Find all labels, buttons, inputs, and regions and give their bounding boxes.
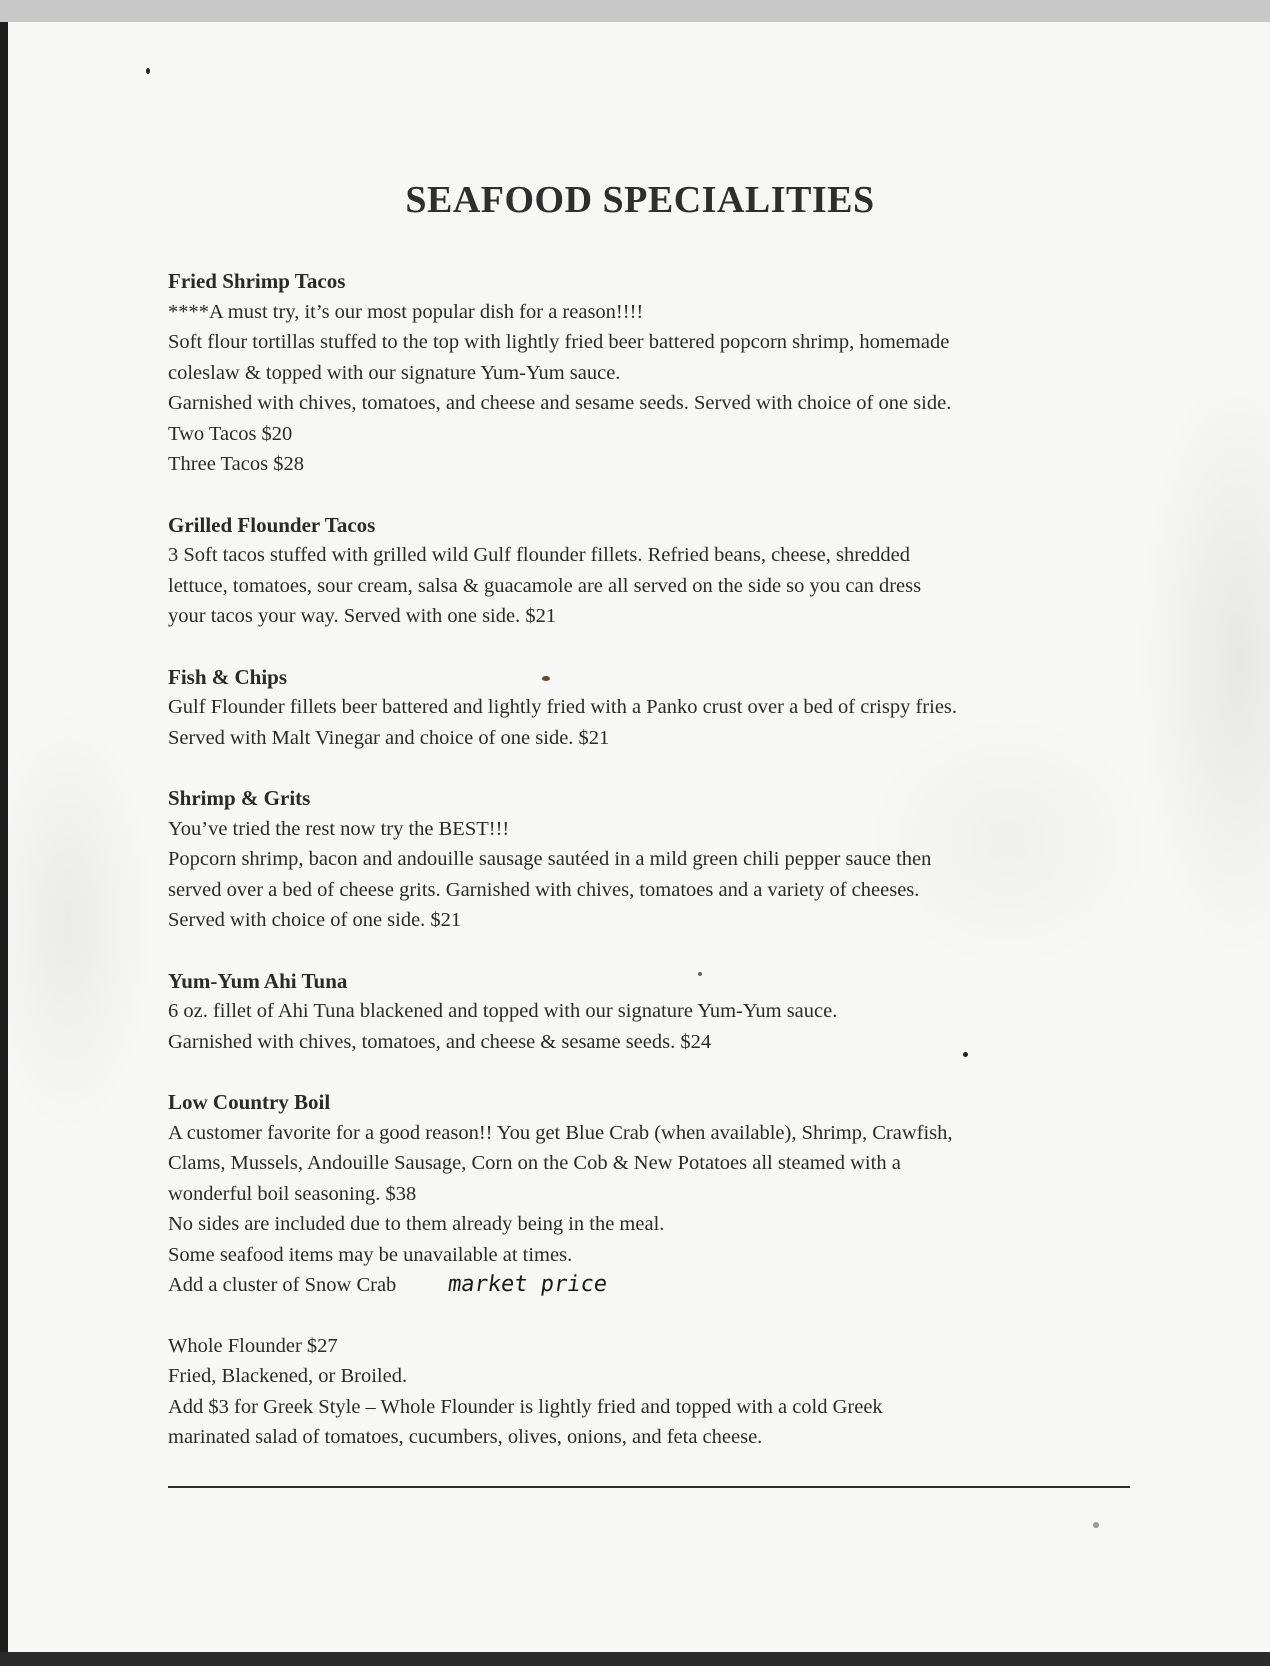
handwritten-note: market price xyxy=(446,1272,610,1297)
dust-speck xyxy=(1093,1522,1099,1528)
menu-item-low-country-boil xyxy=(168,1087,1138,1301)
item-text-line: coleslaw & topped with our signature Yum-Yum sauce. xyxy=(168,361,621,384)
item-price-line: Two Tacos $20 xyxy=(168,422,293,445)
dust-speck xyxy=(146,68,150,74)
item-text-line: You’ve tried the rest now try the BEST!!! xyxy=(168,817,510,840)
menu-item-yum-yum-ahi-tuna xyxy=(168,966,1138,1058)
item-heading: Low Country Boil xyxy=(168,1090,331,1114)
item-text-line: Garnished with chives, tomatoes, and cheese & sesame seeds. $24 xyxy=(168,1030,712,1053)
item-text-line: wonderful boil seasoning. $38 xyxy=(168,1182,417,1205)
menu-item-grilled-flounder-tacos xyxy=(168,510,1138,632)
item-text-line: Popcorn shrimp, bacon and andouille sausage sautéed in a mild green chili pepper sauce then xyxy=(168,848,932,870)
menu-item-fish-and-chips xyxy=(168,662,1138,754)
item-price-line: Whole Flounder $27 xyxy=(168,1334,338,1357)
item-text-line: Served with Malt Vinegar and choice of one side. $21 xyxy=(168,726,610,749)
scan-bottom-edge xyxy=(0,1652,1270,1666)
item-text-line: Served with choice of one side. $21 xyxy=(168,909,462,931)
item-heading: Shrimp & Grits xyxy=(168,786,311,810)
menu-item-shrimp-and-grits xyxy=(168,783,1138,936)
item-text-line: Fried, Blackened, or Broiled. xyxy=(168,1365,408,1387)
item-text-line: A customer favorite for a good reason!! You get Blue Crab (when available), Shrimp, Crawfish, xyxy=(168,1121,953,1144)
item-heading: Grilled Flounder Tacos xyxy=(168,512,376,537)
item-text-line: Garnished with chives, tomatoes, and cheese and sesame seeds. Served with choice of one side. xyxy=(168,392,952,414)
item-text-line: served over a bed of cheese grits. Garnished with chives, tomatoes and a variety of cheeses. xyxy=(168,878,920,901)
item-text-line: 3 Soft tacos stuffed with grilled wild Gulf flounder fillets. Refried beans, cheese, shredded xyxy=(168,544,910,566)
item-text-line: marinated salad of tomatoes, cucumbers, olives, onions, and feta cheese. xyxy=(168,1426,763,1448)
menu-item-fried-shrimp-tacos xyxy=(168,266,1138,480)
divider-line xyxy=(168,1486,1130,1488)
addon-line xyxy=(168,1270,1138,1301)
item-text-line: Add $3 for Greek Style – Whole Flounder is lightly fried and topped with a cold Greek xyxy=(168,1395,883,1418)
item-text-line: 6 oz. fillet of Ahi Tuna blackened and topped with our signature Yum-Yum sauce. xyxy=(168,1000,838,1022)
item-heading: Yum-Yum Ahi Tuna xyxy=(168,968,348,993)
item-price-line: Three Tacos $28 xyxy=(168,453,304,475)
item-heading: Fried Shrimp Tacos xyxy=(168,269,346,293)
item-text-line: your tacos your way. Served with one side. $21 xyxy=(168,605,557,627)
menu-content xyxy=(168,266,1138,1483)
item-text-line: Clams, Mussels, Andouille Sausage, Corn on the Cob & New Potatoes all steamed with a xyxy=(168,1152,901,1174)
item-text-line: Some seafood items may be unavailable at times. xyxy=(168,1243,573,1266)
item-text-line: No sides are included due to them already being in the meal. xyxy=(168,1213,665,1235)
item-text-line: ****A must try, it’s our most popular dish for a reason!!!! xyxy=(168,300,644,323)
item-text-line: Soft flour tortillas stuffed to the top with lightly fried beer battered popcorn shrimp, homemade xyxy=(168,331,950,353)
menu-item-whole-flounder xyxy=(168,1331,1138,1453)
item-heading: Fish & Chips xyxy=(168,664,288,689)
item-text-line: Gulf Flounder fillets beer battered and lightly fried with a Panko crust over a bed of crispy fries. xyxy=(168,696,958,718)
addon-label: Add a cluster of Snow Crab xyxy=(168,1274,397,1296)
scan-top-edge xyxy=(0,0,1270,22)
page-title: SEAFOOD SPECIALITIES xyxy=(405,179,875,221)
item-text-line: lettuce, tomatoes, sour cream, salsa & guacamole are all served on the side so you can dress xyxy=(168,574,922,597)
